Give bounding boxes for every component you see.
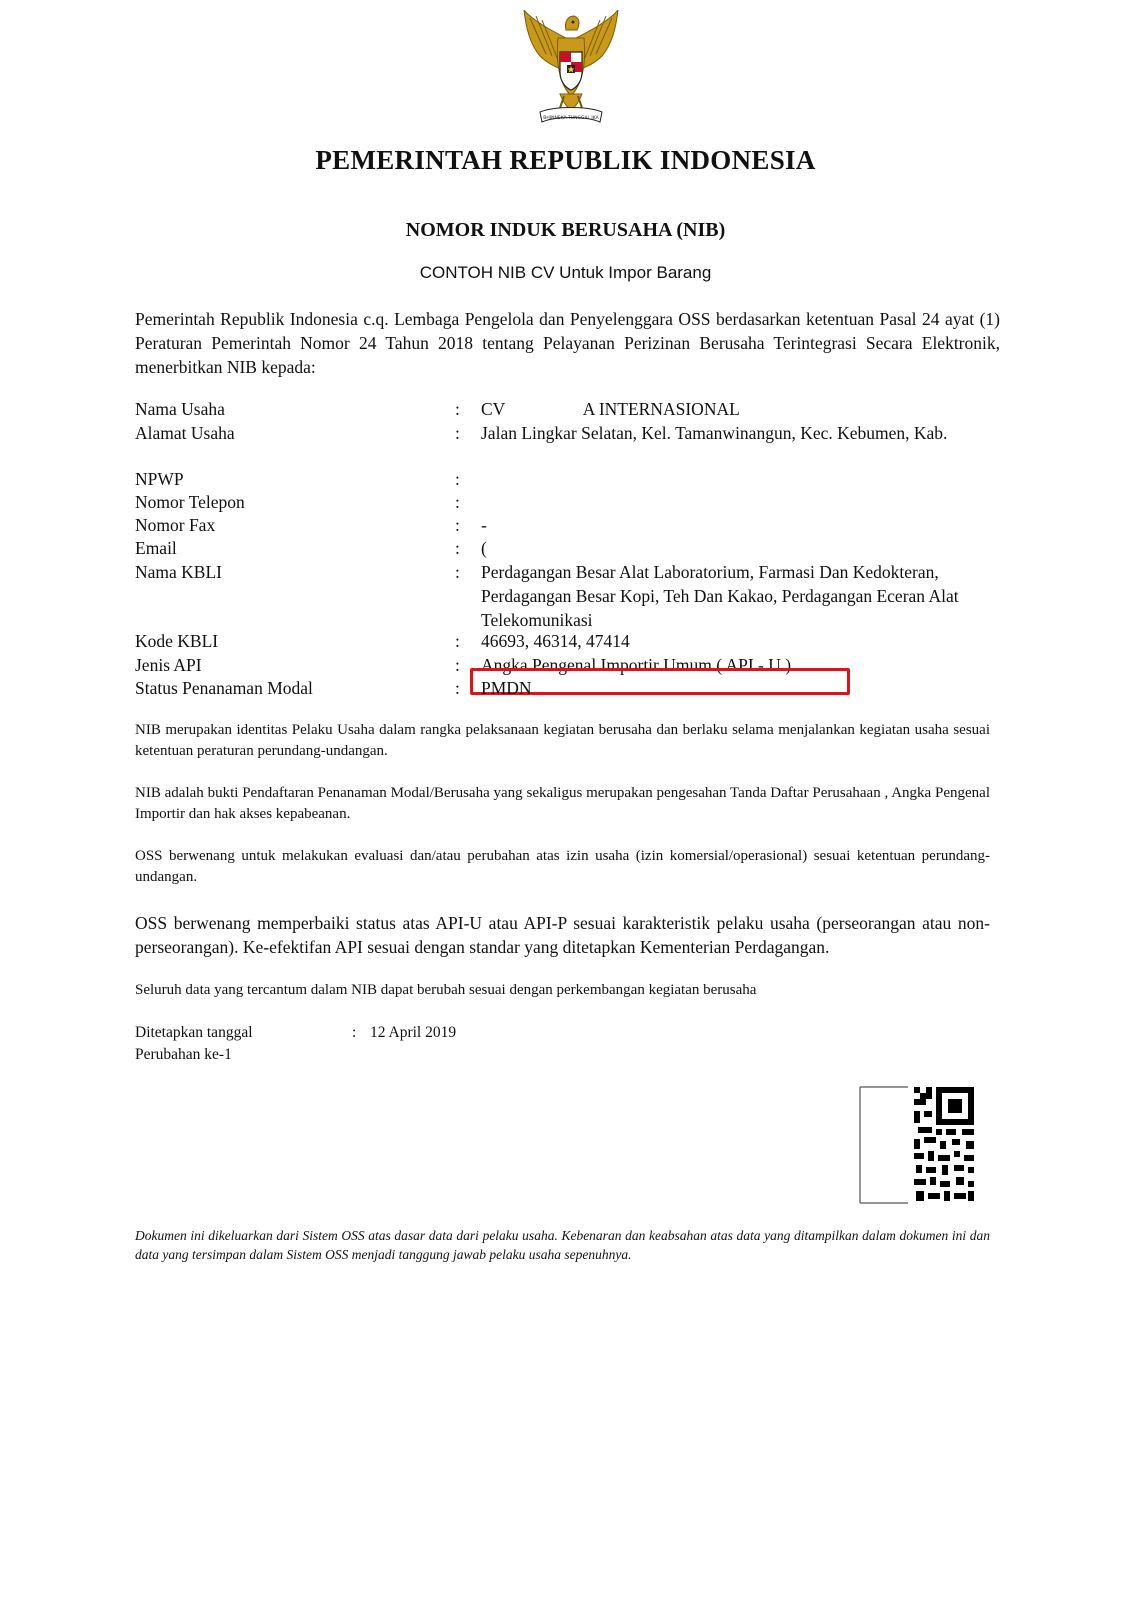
value-jenis-api: Angka Pengenal Importir Umum ( API - U ) (481, 655, 792, 675)
colon: : (455, 515, 460, 535)
value-nomor-fax: - (481, 515, 487, 535)
label-status-penanaman-modal: Status Penanaman Modal (135, 678, 313, 698)
paragraph-oss-api: OSS berwenang memperbaiki status atas API-U atau API-P sesuai karakteristik pelaku usaha (perseorangan atau non-perseorangan). Ke-efektifan API sesuai dengan standar yang ditetapkan Kementerian Perdagangan. (135, 913, 990, 957)
garuda-emblem-icon (520, 10, 622, 128)
value-kode-kbli: 46693, 46314, 47414 (481, 631, 630, 651)
value-nama-usaha: CV A INTERNASIONAL (481, 399, 740, 419)
colon: : (455, 399, 460, 419)
label-nomor-fax: Nomor Fax (135, 515, 216, 535)
revision-label: Perubahan ke-1 (135, 1046, 232, 1063)
colon: : (455, 492, 460, 512)
colon: : (455, 538, 460, 558)
colon: : (455, 423, 460, 443)
colon: : (455, 631, 460, 651)
label-nama-usaha: Nama Usaha (135, 399, 225, 419)
qr-code-icon (858, 1085, 978, 1205)
footer-disclaimer: Dokumen ini dikeluarkan dari Sistem OSS atas dasar data dari pelaku usaha. Kebenaran dan keabsahan atas data yang ditampilkan dalam dokumen ini dan data yang tersimpan dalam Sistem OSS menjadi tanggung jawab pelaku usaha sepenuhnya. (135, 1228, 990, 1262)
colon: : (455, 678, 460, 698)
paragraph-nib-identity: NIB merupakan identitas Pelaku Usaha dalam rangka pelaksanaan kegiatan berusaha dan berlaku selama menjalankan kegiatan usaha sesuai ketentuan peraturan perundang-undangan. (135, 722, 990, 759)
colon: : (455, 562, 460, 582)
colon: : (455, 469, 460, 489)
issued-date: 12 April 2019 (370, 1024, 457, 1041)
emblem-motto: BHINNEKA TUNGGAL IKA (543, 116, 599, 121)
government-title: PEMERINTAH REPUBLIK INDONESIA (315, 145, 816, 175)
paragraph-nib-proof: NIB adalah bukti Pendaftaran Penanaman Modal/Berusaha yang sekaligus merupakan pengesahan Tanda Daftar Perusahaan , Angka Pengenal Importir dan hak akses kepabeanan. (135, 785, 990, 822)
issued-label: Ditetapkan tanggal (135, 1024, 253, 1041)
paragraph-oss-evaluation: OSS berwenang untuk melakukan evaluasi dan/atau perubahan atas izin usaha (izin komersial/operasional) sesuai ketentuan perundang-undangan. (135, 848, 990, 885)
value-status-penanaman-modal: PMDN (481, 678, 532, 698)
label-npwp: NPWP (135, 469, 184, 489)
intro-paragraph: Pemerintah Republik Indonesia c.q. Lembaga Pengelola dan Penyelenggara OSS berdasarkan ketentuan Pasal 24 ayat (1) Peraturan Pemerintah Nomor 24 Tahun 2018 tentang Pelayanan Perizinan Berusaha Terintegrasi Secara Elektronik, menerbitkan NIB kepada: (135, 309, 1000, 377)
label-nama-kbli: Nama KBLI (135, 562, 222, 582)
label-kode-kbli: Kode KBLI (135, 631, 219, 651)
paragraph-data-change: Seluruh data yang tercantum dalam NIB dapat berubah sesuai dengan perkembangan kegiatan berusaha (135, 982, 757, 998)
value-nama-kbli: Perdagangan Besar Alat Laboratorium, Farmasi Dan Kedokteran, Perdagangan Besar Kopi, Teh Dan Kakao, Perdagangan Eceran Alat Telekomunikasi (481, 562, 959, 630)
label-alamat-usaha: Alamat Usaha (135, 423, 235, 443)
label-jenis-api: Jenis API (135, 655, 202, 675)
value-email: ( (481, 538, 487, 558)
label-nomor-telepon: Nomor Telepon (135, 492, 245, 512)
issued-colon: : (352, 1024, 357, 1041)
value-alamat-usaha: Jalan Lingkar Selatan, Kel. Tamanwinangun, Kec. Kebumen, Kab. (481, 423, 948, 443)
document-title: NOMOR INDUK BERUSAHA (NIB) (405, 219, 726, 241)
colon: : (455, 655, 460, 675)
label-email: Email (135, 538, 177, 558)
document-subtitle: CONTOH NIB CV Untuk Impor Barang (419, 263, 712, 282)
